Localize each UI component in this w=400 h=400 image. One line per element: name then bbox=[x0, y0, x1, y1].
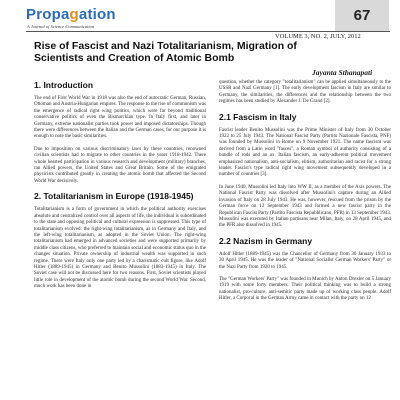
journal-logo bbox=[26, 6, 116, 23]
page-number: 67 bbox=[335, 0, 389, 32]
totalitarianism-paragraph-1: Totalitarianism is a form of government in which the political authority exercises absolute and centralized control over all aspects of life, the individual is subordinated to the state and opposing political and cultural expression is suppressed. This type of totalitarianism evolved: the right-wing totalitarianism, as in Germany and Italy, and the left-wing totalitarianism, as adopted in the Soviet Union. The right-wing totalitarianism had emerged in advanced societies and were supported primarily by middle class citizens, who preferred to maintain social and economic status quo in the changes situation. Private ownership of industrial wealth was supported in such regime. There were Italy only one party led by a charismatic cult figure, like Adolf Hitler (1889-1945) in Germany and Benito Mussolini (1883-1945) in Italy. The Soviet case will not be discussed here for two reasons. First, Soviet scientists played little role in development of the atomic bomb during the second World War. Second, much work has been done in bbox=[34, 207, 206, 290]
journal-subtitle: A Journal of Science Communication bbox=[27, 24, 95, 29]
fascism-paragraph-1: Fascist leader Benito Mussolini was the Prime Minister of Italy from 30 October 1922 to 25 July 1943. The National Fascist Party (Partito Nazionale Fascista, PNF) was founded by Mussolini in Rome on 9 November 1921. The name fascism was derived from a Latin word "fasces", a Roman symbol of authority consisting of a bundle of rods and an ax. Italian fascism, an early-adherent political movement emphasized nationalism, anti-socialism, elitism, authoritarian and racist for a strong leader. Fascist's type radical right wing movement subsequently developed in a number of countries [3]. bbox=[219, 127, 391, 178]
header-divider bbox=[26, 31, 390, 32]
logo-letter-p: P bbox=[26, 6, 37, 23]
fascism-paragraph-2: In June 1940, Mussolini led Italy into WW II, as a member of the Axis powers. The National Fascist Party was dissolved after Mussolini's capture during an Allied invasion of Italy on 28 July 1943. He was, however, rescued from the prison by the German force on 12 September 1943 and formed a new fascist party in the Republican Fascist Party (Partito Fascista Repubblicano, PFR) in 13 September 1943. Mussolini was executed by Italian partisans near Milan, Italy, on 28 April 1945, and the PFR also dissolved in 1945. bbox=[219, 184, 391, 229]
nazism-paragraph-2: The "German Workers' Party" was founded in Munich by Anton Drexler on 5 January 1919 with some forty members. Their political thinking was to build a strong nationalist, pro-culture, anti-semitic party made up of working class people. Adolf Hitler, a Corporal in the German Army came in contact with the party on 12 bbox=[219, 276, 391, 302]
section-heading-totalitarianism: 2. Totalitarianism in Europe (1918-1945) bbox=[34, 191, 194, 202]
intro-paragraph-2: Due to imposition on various discriminatory laws by these countries, renowned civilian scientists had to migrate to other countries in the years 1918-1942. There whole hearted participation in various research and development (military) branches, ran Allied powers, the United States and Great Britain. Some of the emigrated physicists contributed greatly in creating the atomic bomb that affected the Second World War decisively. bbox=[34, 146, 206, 184]
article-title: Rise of Fascist and Nazi Totalitarianism, Migration of Scientists and Creation of Atomic Bomb bbox=[34, 40, 297, 64]
nazism-paragraph-1: Adolf Hitler (1889-1945) was the Chancellor of Germany from 30 January 1933 to 30 April 1945. He was the leader of "National Socialist German Workers' Party" or the Nazi Party from 1920 to 1945. bbox=[219, 251, 391, 270]
logo-text-ropa: ropa bbox=[36, 6, 70, 23]
article-author: Jayanta Sthanapati bbox=[312, 68, 373, 77]
volume-info: VOLUME 3, NO. 2, JULY, 2012 bbox=[275, 33, 361, 40]
section-heading-introduction: 1. Introduction bbox=[34, 80, 94, 90]
right-column bbox=[219, 80, 391, 309]
continued-paragraph: question, whether the category "totalitarianism" can be applied simultaneously to the USSR and Nazi Germany [1]. The early development fascism in Italy are similar to Germany, the similarities, the differences and the relationship between the two regimes has been studied by Alexander J. De Grand [2]. bbox=[219, 80, 391, 105]
left-column bbox=[34, 80, 206, 297]
intro-paragraph-1: The end of First World War in 1918 was also the end of autocratic German, Russian, Ottoman and Austria-Hungarian empires. The response to the rise of communism was the emergence of radical right wing politics, which were far beyond traditional conservative politics of even the Bismarckian type. In Italy first, and later in Germany, extreme nationalist parties took power and imposed dictatorships. Though there were differences between the Italian and the German cases, for our purpose it is enough to note the basic similarities. bbox=[34, 96, 206, 140]
section-heading-fascism: 2.1 Fascism in Italy bbox=[219, 111, 297, 122]
section-heading-nazism: 2.2 Nazism in Germany bbox=[219, 235, 313, 246]
logo-text-ation: ation bbox=[78, 6, 116, 23]
logo-letter-g: g bbox=[69, 6, 79, 23]
